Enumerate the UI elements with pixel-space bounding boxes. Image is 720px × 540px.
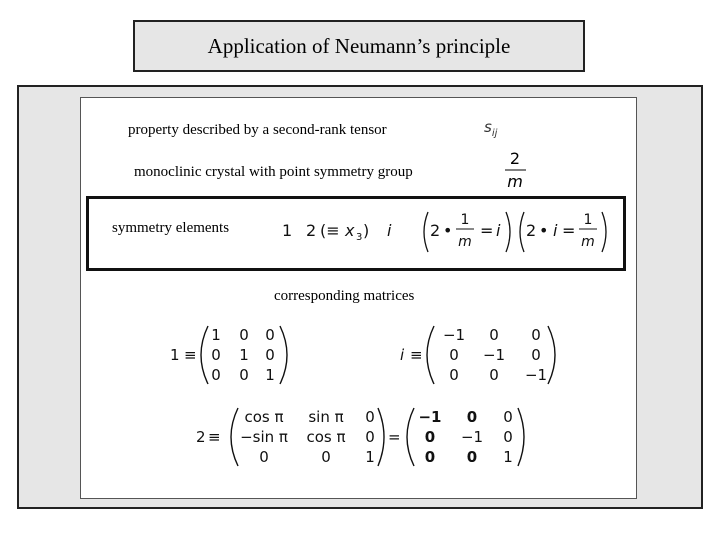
g1-num: 1 xyxy=(460,212,470,228)
matrix-i-cell: 0 xyxy=(531,346,541,364)
matrix-one-cell: 0 xyxy=(239,326,249,344)
matrix-one-bracket-right xyxy=(280,326,287,384)
matrix-one-label: 1 xyxy=(170,346,180,364)
g2-two: 2 xyxy=(526,221,537,240)
point-group-denominator: m xyxy=(507,172,523,191)
matrix-one-cell: 1 xyxy=(211,326,221,344)
paren-left-1 xyxy=(424,212,428,252)
matrix-two-result-cell: 0 xyxy=(503,428,513,446)
g1-den: m xyxy=(458,234,472,250)
tensor-symbol: $s_{ij}$ xyxy=(484,118,498,139)
matrix-two-cell: 0 xyxy=(365,428,375,446)
matrix-two-result-cell: 0 xyxy=(424,448,436,466)
matrix-two-result-cell: 0 xyxy=(466,408,478,426)
matrix-two-bracket-left xyxy=(231,408,238,466)
matrix-i-cell: −1 xyxy=(442,326,466,344)
matrix-two-cell: sin π xyxy=(308,408,344,426)
matrix-identity xyxy=(164,322,294,388)
g2-eq: = xyxy=(562,221,576,240)
matrix-two-result-bracket-left xyxy=(407,408,414,466)
matrix-i-bracket-right xyxy=(548,326,555,384)
element-axis: x xyxy=(345,221,355,240)
g1-dot: • xyxy=(443,221,453,240)
matrix-one-cell: 0 xyxy=(211,366,221,384)
crystal-label: monoclinic crystal with point symmetry group xyxy=(134,164,413,180)
element-identity: 1 xyxy=(282,221,293,240)
symmetry-label: symmetry elements xyxy=(112,220,230,236)
paren-right-1 xyxy=(506,212,510,252)
matrix-one-equiv: ≡ xyxy=(184,346,197,364)
matrix-i-cell: −1 xyxy=(524,366,548,384)
matrix-one-bracket-left xyxy=(201,326,208,384)
tensor-indices: ij xyxy=(491,128,498,139)
matrix-i-cell: 0 xyxy=(531,326,541,344)
matrix-two-result-cell: −1 xyxy=(418,408,442,426)
matrix-two-result-cell: 0 xyxy=(466,448,478,466)
matrix-two-result-bracket-right xyxy=(518,408,524,466)
g2-num: 1 xyxy=(583,212,593,228)
matrix-two-equiv: ≡ xyxy=(208,428,221,446)
matrix-two-cell: 1 xyxy=(365,448,375,466)
title-box xyxy=(133,20,585,72)
g1-two: 2 xyxy=(430,221,441,240)
matrix-two-cell: 0 xyxy=(321,448,331,466)
g2-i: i xyxy=(553,221,558,240)
element-axis-sub: 3 xyxy=(356,232,363,243)
slide-title: Application of Neumann’s principle xyxy=(207,33,511,58)
matrix-one-cell: 0 xyxy=(211,346,221,364)
element-twofold: 2 xyxy=(306,221,317,240)
matrix-two-label: 2 xyxy=(196,428,206,446)
point-group-fraction xyxy=(500,148,532,192)
matrix-two-operator: = xyxy=(388,428,401,446)
element-equiv-open: (≡ xyxy=(320,221,340,240)
matrices-label: corresponding matrices xyxy=(274,288,415,304)
matrix-one-cell: 1 xyxy=(239,346,249,364)
matrix-two-result-cell: 0 xyxy=(424,428,436,446)
matrix-i-cell: 0 xyxy=(489,326,499,344)
matrix-two-cell: cos π xyxy=(244,408,284,426)
matrix-two-cell: −sin π xyxy=(240,428,288,446)
g1-res: i xyxy=(496,221,501,240)
matrix-two-result-cell: 0 xyxy=(503,408,513,426)
paren-left-2 xyxy=(520,212,524,252)
matrix-one-cell: 0 xyxy=(239,366,249,384)
g2-den: m xyxy=(581,234,595,250)
g1-eq: = xyxy=(480,221,494,240)
matrix-two-cell: 0 xyxy=(259,448,269,466)
matrix-two-bracket-right xyxy=(378,408,384,466)
matrix-one-cell: 1 xyxy=(265,366,275,384)
matrix-two-cell: cos π xyxy=(306,428,346,446)
matrix-one-cell: 0 xyxy=(265,346,275,364)
element-inversion: i xyxy=(387,221,392,240)
matrix-i-cell: 0 xyxy=(449,346,459,364)
matrix-twofold xyxy=(192,404,532,470)
matrix-i-label: i xyxy=(400,346,405,364)
property-label: property described by a second-rank tensor xyxy=(128,122,387,138)
matrix-i-cell: 0 xyxy=(449,366,459,384)
matrix-two-result-cell: 1 xyxy=(503,448,513,466)
matrix-two-result-cell: −1 xyxy=(460,428,484,446)
matrix-i-equiv: ≡ xyxy=(410,346,423,364)
paren-right-2 xyxy=(602,212,606,252)
matrix-i-bracket-left xyxy=(427,326,434,384)
matrix-inversion xyxy=(394,322,566,388)
element-equiv-close: ) xyxy=(363,221,370,240)
matrix-two-cell: 0 xyxy=(365,408,375,426)
matrix-one-cell: 0 xyxy=(265,326,275,344)
symmetry-elements xyxy=(270,202,620,266)
g2-dot: • xyxy=(539,221,549,240)
matrix-i-cell: −1 xyxy=(482,346,506,364)
point-group-numerator: 2 xyxy=(509,149,521,168)
matrix-i-cell: 0 xyxy=(489,366,499,384)
